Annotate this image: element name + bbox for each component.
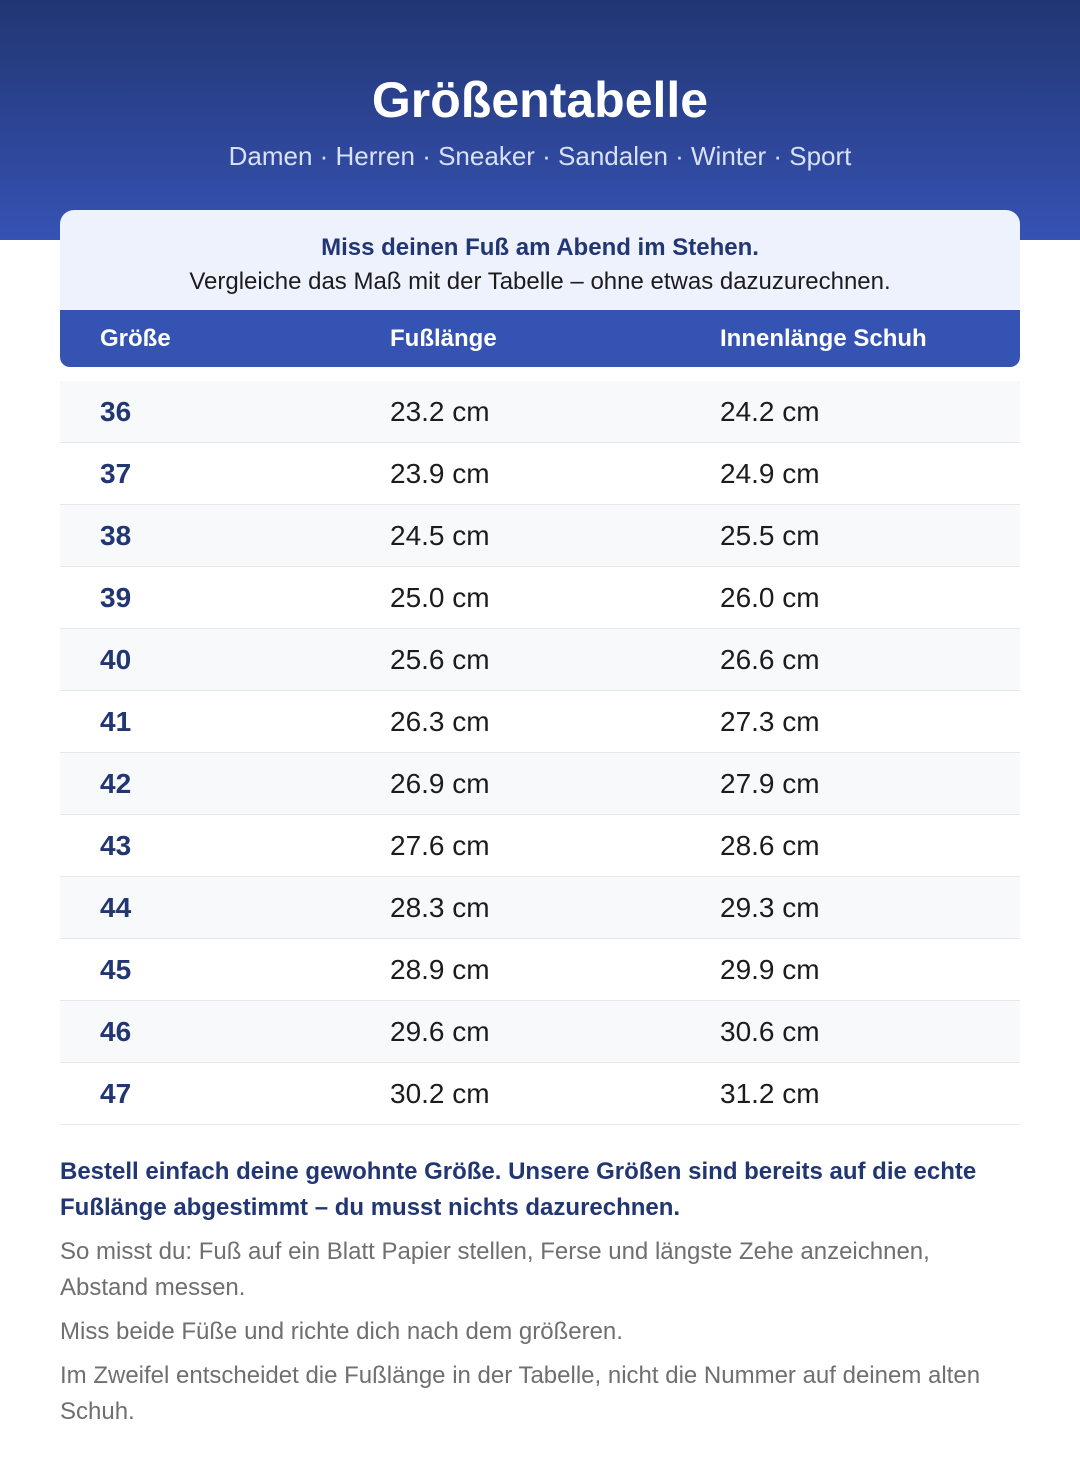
- inner-length-cell: 30.6 cm: [720, 1016, 820, 1047]
- foot-length-cell: 23.2 cm: [390, 396, 490, 427]
- size-cell: 46: [100, 1016, 132, 1047]
- size-cell: 36: [100, 396, 132, 427]
- table-row: [60, 753, 1020, 815]
- foot-length-cell: 30.2 cm: [390, 1078, 490, 1109]
- table-row: [60, 1001, 1020, 1063]
- measure-note-card: [60, 210, 1020, 310]
- inner-length-cell: 26.6 cm: [720, 644, 820, 675]
- foot-length-cell: 26.9 cm: [390, 768, 490, 799]
- column-header-foot-length: Fußlänge: [390, 325, 497, 352]
- tip-text: Miss beide Füße und richte dich nach dem größeren.: [60, 1318, 623, 1345]
- size-cell: 44: [100, 892, 132, 923]
- table-row: [60, 567, 1020, 629]
- tip-text: So misst du: Fuß auf ein Blatt Papier stellen, Ferse und längste Zehe anzeichnen, Abstand messen.: [60, 1238, 930, 1301]
- foot-length-cell: 26.3 cm: [390, 706, 490, 737]
- foot-length-cell: 25.6 cm: [390, 644, 490, 675]
- footer-notes: [60, 1154, 1020, 1438]
- table-row: [60, 877, 1020, 939]
- size-table-body: [60, 381, 1020, 1125]
- inner-length-cell: 28.6 cm: [720, 830, 820, 861]
- size-cell: 42: [100, 768, 132, 799]
- foot-length-cell: 23.9 cm: [390, 458, 490, 489]
- inner-length-cell: 25.5 cm: [720, 520, 820, 551]
- foot-length-cell: 25.0 cm: [390, 582, 490, 613]
- table-row: [60, 939, 1020, 1001]
- table-row: [60, 381, 1020, 443]
- size-cell: 40: [100, 644, 132, 675]
- size-cell: 38: [100, 520, 132, 551]
- inner-length-cell: 29.9 cm: [720, 954, 820, 985]
- order-advice: Bestell einfach deine gewohnte Größe. Unsere Größen sind bereits auf die echte Fußlänge abgestimmt – du musst nichts dazurechnen.: [60, 1158, 977, 1221]
- column-header-size: Größe: [100, 325, 171, 352]
- inner-length-cell: 31.2 cm: [720, 1078, 820, 1109]
- inner-length-cell: 29.3 cm: [720, 892, 820, 923]
- inner-length-cell: 24.9 cm: [720, 458, 820, 489]
- table-row: [60, 1063, 1020, 1125]
- inner-length-cell: 27.3 cm: [720, 706, 820, 737]
- foot-length-cell: 27.6 cm: [390, 830, 490, 861]
- note-headline: Miss deinen Fuß am Abend im Stehen.: [321, 234, 759, 261]
- size-cell: 47: [100, 1078, 132, 1109]
- inner-length-cell: 24.2 cm: [720, 396, 820, 427]
- table-row: [60, 629, 1020, 691]
- table-row: [60, 815, 1020, 877]
- note-text: Vergleiche das Maß mit der Tabelle – ohne etwas dazuzurechnen.: [189, 268, 891, 295]
- header-banner: [0, 0, 1080, 240]
- table-row: [60, 505, 1020, 567]
- category-subtitle: Damen · Herren · Sneaker · Sandalen · Winter · Sport: [228, 141, 852, 171]
- foot-length-cell: 28.9 cm: [390, 954, 490, 985]
- table-header: [60, 310, 1020, 367]
- size-cell: 45: [100, 954, 132, 985]
- inner-length-cell: 26.0 cm: [720, 582, 820, 613]
- inner-length-cell: 27.9 cm: [720, 768, 820, 799]
- page-title: Größentabelle: [371, 72, 709, 128]
- tip-text: Im Zweifel entscheidet die Fußlänge in der Tabelle, nicht die Nummer auf deinem alten Schuh.: [60, 1362, 981, 1425]
- size-cell: 37: [100, 458, 132, 489]
- foot-length-cell: 28.3 cm: [390, 892, 490, 923]
- size-cell: 41: [100, 706, 132, 737]
- column-header-inner-length: Innenlänge Schuh: [720, 325, 927, 352]
- table-row: [60, 691, 1020, 753]
- size-cell: 39: [100, 582, 132, 613]
- foot-length-cell: 29.6 cm: [390, 1016, 490, 1047]
- table-row: [60, 443, 1020, 505]
- foot-length-cell: 24.5 cm: [390, 520, 490, 551]
- size-cell: 43: [100, 830, 132, 861]
